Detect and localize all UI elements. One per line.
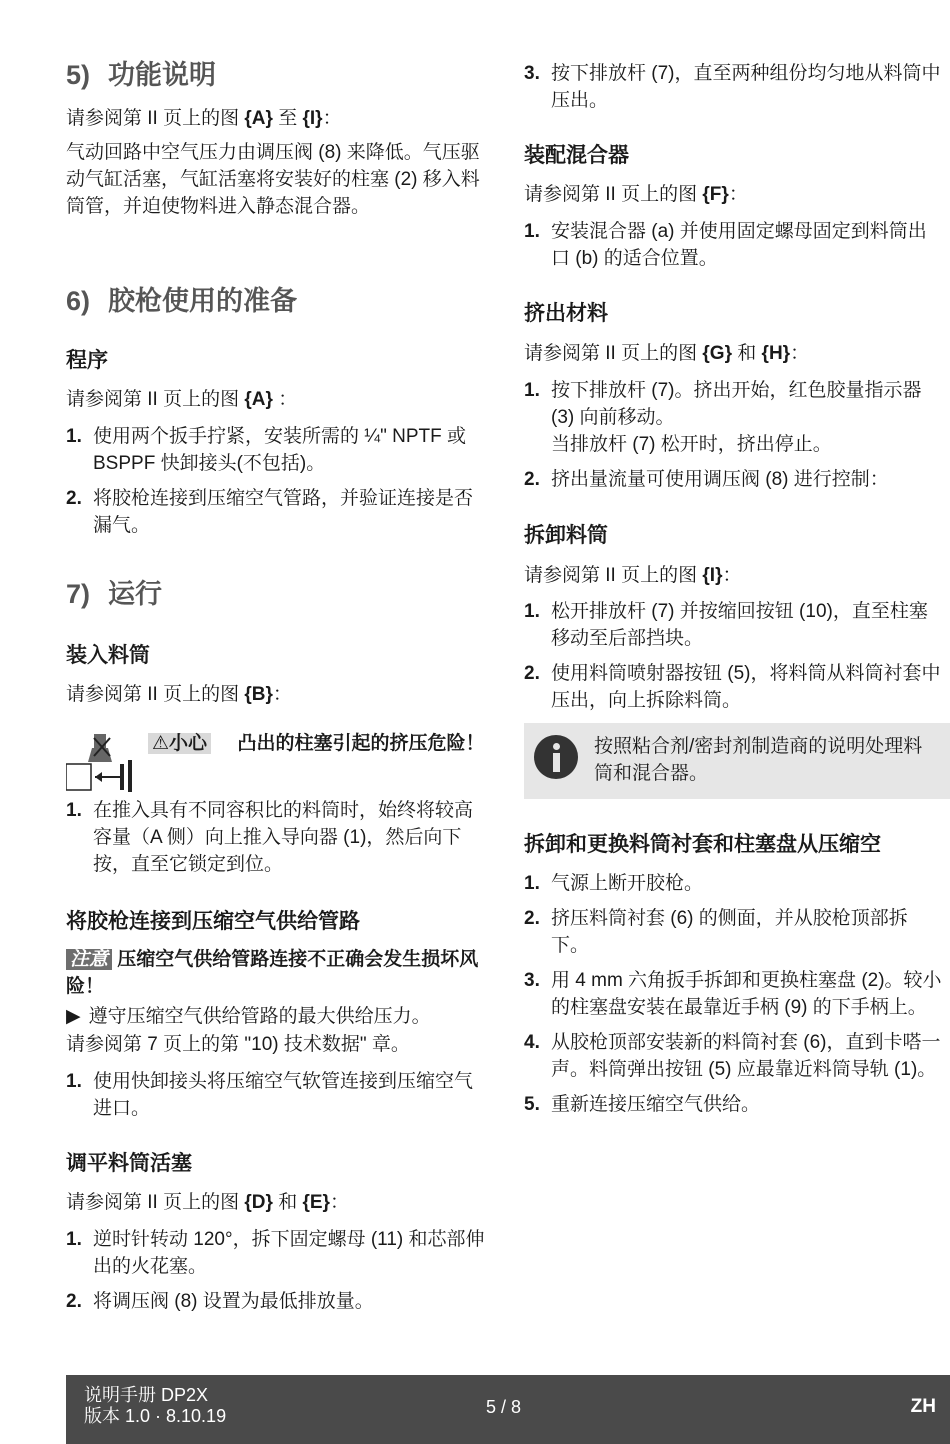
section-6-steps <box>66 423 490 547</box>
caution-badge: ⚠小心 <box>148 733 211 754</box>
list-item: 2. 使用料筒喷射器按钮 (5)，将料筒从料筒衬套中压出，向上拆除料筒。 <box>524 663 941 711</box>
info-text: 按照粘合剂/密封剂制造商的说明处理料筒和混合器。 <box>594 736 923 784</box>
load-cartridge-steps <box>66 797 490 886</box>
remove-cartridge-steps <box>524 598 944 722</box>
section-7-heading: 7) 运行 <box>66 579 163 609</box>
level-piston-steps-continued <box>524 60 944 122</box>
mixer-steps <box>524 218 944 280</box>
section-6-heading: 6) 胶枪使用的准备 <box>66 286 298 316</box>
list-item: 1. 在推入具有不同容积比的料筒时，始终将较高容量（A 侧）向上推入导向器 (1)，然后向下按，直至它锁定到位。 <box>66 800 474 875</box>
info-icon <box>534 735 578 779</box>
list-item: 3. 用 4 mm 六角扳手拆卸和更换柱塞盘 (2)。较小的柱塞盘安装在最靠近手柄 (9) 的下手柄上。 <box>524 970 942 1018</box>
list-item: 1. 松开排放杆 (7) 并按缩回按钮 (10)，直至柱塞移动至后部挡块。 <box>524 601 928 649</box>
mixer-ref: 请参阅第 II 页上的图 {F}： <box>524 184 748 205</box>
instruction-bullet: ▶ 遵守压缩空气供给管路的最大供给压力。 <box>66 1006 431 1027</box>
tech-data-ref: 请参阅第 7 页上的第 "10) 技术数据" 章。 <box>66 1034 410 1055</box>
crush-hazard-icon <box>66 730 136 792</box>
procedure-heading: 程序 <box>66 349 108 372</box>
remove-cartridge-ref: 请参阅第 II 页上的图 {I}： <box>524 565 742 586</box>
language-code: ZH <box>910 1396 936 1417</box>
section-6-ref: 请参阅第 II 页上的图 {A} ： <box>66 389 298 410</box>
arrow-right-icon: ▶ <box>66 1006 81 1027</box>
level-piston-steps <box>66 1226 490 1323</box>
load-cartridge-ref: 请参阅第 II 页上的图 {B}： <box>66 684 292 705</box>
extrude-steps <box>524 377 944 501</box>
footer-doc-info <box>84 1385 226 1427</box>
list-item: 5. 重新连接压缩空气供给。 <box>524 1094 761 1115</box>
notice-badge: 注意 <box>66 949 112 970</box>
replace-liner-heading: 拆卸和更换料筒衬套和柱塞盘从压缩空 <box>524 833 881 856</box>
level-piston-heading: 调平料筒活塞 <box>66 1152 192 1175</box>
page-number: 5 / 8 <box>486 1397 522 1417</box>
list-item: 1. 逆时针转动 120°，拆下固定螺母 (11) 和芯部伸出的火花塞。 <box>66 1229 485 1277</box>
section-5-ref: 请参阅第 II 页上的图 {A} 至 {I}： <box>66 108 342 129</box>
load-cartridge-heading: 装入料筒 <box>66 644 150 667</box>
extrude-heading: 挤出材料 <box>524 302 608 325</box>
manual-title: 说明手册 DP2X <box>84 1385 209 1405</box>
connect-air-steps <box>66 1068 490 1130</box>
list-item: 1. 按下排放杆 (7)。挤出开始，红色胶量指示器 (3) 向前移动。 当排放杆 (7) 松开时，挤出停止。 <box>524 380 922 455</box>
list-item: 2. 将胶枪连接到压缩空气管路，并验证连接是否漏气。 <box>66 488 474 536</box>
mixer-heading: 装配混合器 <box>524 144 629 167</box>
info-note <box>524 723 950 799</box>
list-item: 2. 挤出量流量可使用调压阀 (8) 进行控制： <box>524 469 889 490</box>
remove-cartridge-heading: 拆卸料筒 <box>524 524 608 547</box>
replace-liner-steps <box>524 870 944 1126</box>
list-item: 4. 从胶枪顶部安装新的料筒衬套 (6)，直到卡嗒一声。料筒弹出按钮 (5) 应最靠近料筒导轨 (1)。 <box>524 1032 941 1080</box>
list-item: 3. 按下排放杆 (7)，直至两种组份均匀地从料筒中压出。 <box>524 63 941 111</box>
extrude-ref: 请参阅第 II 页上的图 {G} 和 {H}： <box>524 343 810 364</box>
caution-block <box>66 730 490 796</box>
list-item: 1. 气源上断开胶枪。 <box>524 873 704 894</box>
connect-air-heading: 将胶枪连接到压缩空气供给管路 <box>66 910 360 933</box>
section-5-heading: 5) 功能说明 <box>66 60 217 90</box>
notice-block: 注意 压缩空气供给管路连接不正确会发生损坏风险！ <box>66 949 479 997</box>
caution-text: ⚠小心 凸出的柱塞引起的挤压危险！ <box>148 730 490 757</box>
list-item: 1. 使用两个扳手拧紧，安装所需的 ¼" NPTF 或 BSPPF 快卸接头(不包括)。 <box>66 426 467 474</box>
level-piston-ref: 请参阅第 II 页上的图 {D} 和 {E}： <box>66 1192 349 1213</box>
list-item: 1. 使用快卸接头将压缩空气软管连接到压缩空气进口。 <box>66 1071 474 1119</box>
section-5 <box>66 58 490 92</box>
section-7 <box>66 577 490 611</box>
section-5-body: 气动回路中空气压力由调压阀 (8) 来降低。气压驱动气缸活塞，气缸活塞将安装好的柱塞 (2) 移入料筒管，并迫使物料进入静态混合器。 <box>66 142 480 217</box>
manual-version: 版本 1.0 · 8.10.19 <box>84 1406 227 1426</box>
list-item: 2. 挤压料筒衬套 (6) 的侧面，并从胶枪顶部拆下。 <box>524 908 908 956</box>
list-item: 2. 将调压阀 (8) 设置为最低排放量。 <box>66 1291 374 1312</box>
list-item: 1. 安装混合器 (a) 并使用固定螺母固定到料筒出口 (b) 的适合位置。 <box>524 221 927 269</box>
section-6 <box>66 284 490 318</box>
page-footer <box>66 1375 950 1444</box>
